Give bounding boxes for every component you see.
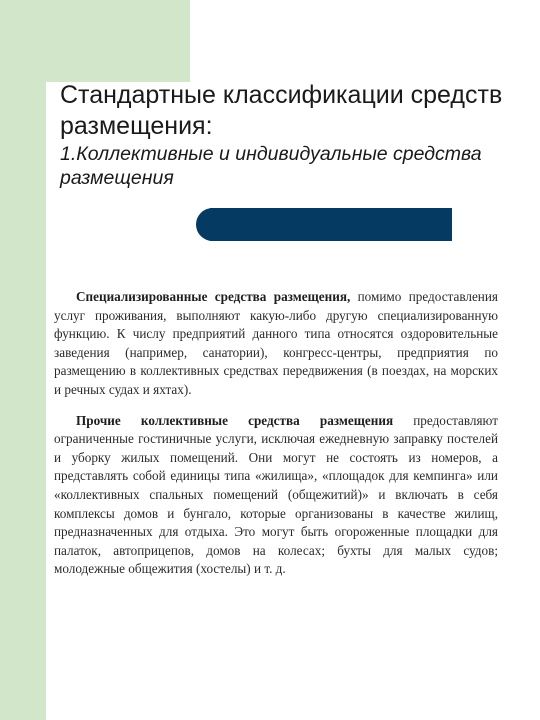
slide-subtitle: 1.Коллективные и индивидуальные средства размещения [60, 143, 482, 189]
slide-title: Стандартные классификации средств размещения: [60, 81, 503, 140]
left-decorative-band [0, 0, 46, 720]
top-decorative-band [46, 0, 190, 82]
term-specialized: Специализированные средства размещения, [76, 289, 351, 304]
paragraph-other-collective [54, 412, 498, 579]
paragraph-specialized [54, 288, 498, 400]
text-specialized: помимо предоставления услуг проживания, выполняют какую-либо другую специализированную функцию. К числу предприятий данного типа относятся оздоровительные заведения (например, санатории), конгресс-центры, предприятия по размещению в коллективных средствах передвижения (в поездах, на морских и речных судах и яхтах). [54, 289, 498, 397]
divider-bar [210, 208, 452, 241]
text-other-collective: предоставляют ограниченные гостиничные услуги, исключая ежедневную заправку постелей и уборку жилых помещений. Они могут не состоять из номеров, а представлять собой единицы типа «жилища», «площадок для кемпинга» или «коллективных спальных помещений (общежитий)» и включать в себя комплексы домов и бунгало, которые организованы в качестве жилищ, предназначенных для отдыха. Это могут быть огороженные площадки для палаток, автоприцепов, домов на колесах; бухты для малых судов; молодежные общежития (хостелы) и т. д. [54, 412, 498, 577]
scanned-text-block [54, 288, 498, 591]
term-other-collective: Прочие коллективные средства размещения [76, 412, 394, 428]
